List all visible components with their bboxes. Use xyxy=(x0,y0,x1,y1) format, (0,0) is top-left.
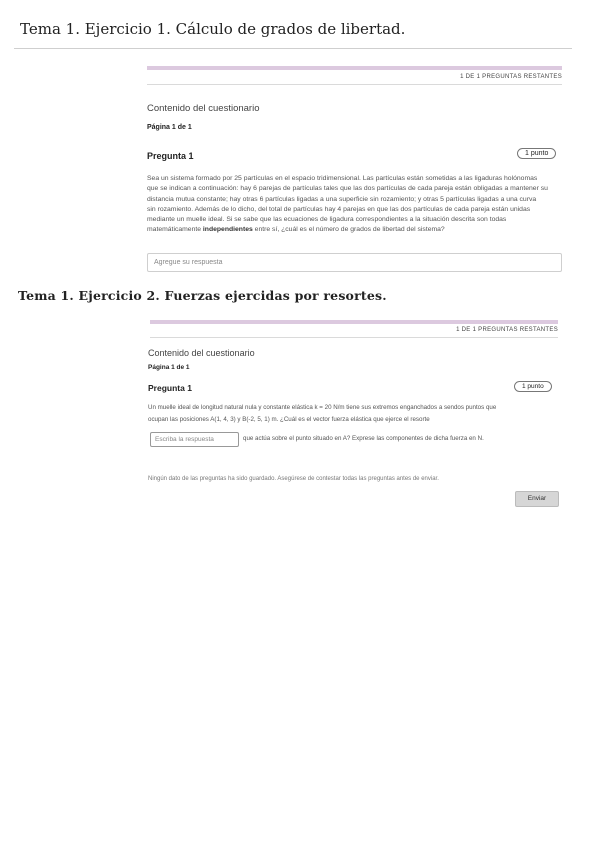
answer-suffix-text: que actúa sobre el punto situado en A? Exprese las componentes de dicha fuerza en N. xyxy=(243,435,484,442)
question-line: matemáticamente independientes entre sí, ¿cuál es el número de grados de libertad del sistema? xyxy=(147,226,445,234)
remaining-questions-1: 1 DE 1 PREGUNTAS RESTANTES xyxy=(460,74,562,80)
answer-input-1[interactable] xyxy=(147,253,562,272)
answer-placeholder-1: Agregue su respuesta xyxy=(154,259,223,266)
divider-2 xyxy=(150,337,558,338)
question-text-2 xyxy=(148,402,560,426)
submit-button[interactable]: Enviar xyxy=(515,491,559,507)
question-line: mediante un muelle ideal. Si se sabe que las ecuaciones de ligadura correspondientes a la situación descrita son todas xyxy=(147,216,507,224)
divider-1 xyxy=(147,84,562,85)
page-indicator-2: Página 1 de 1 xyxy=(148,364,190,371)
question-label-2: Pregunta 1 xyxy=(148,383,192,393)
question-line: distancia mutua constante; hay otras 6 partículas ligadas a una superficie sin rozamiento; y otras 5 partículas ligadas a una curva xyxy=(147,195,537,203)
footer-note: Ningún dato de las preguntas ha sido guardado. Asegúrese de contestar todas las preguntas antes de enviar. xyxy=(148,476,439,482)
answer-placeholder-2: Escriba la respuesta xyxy=(155,436,214,443)
question-line: que se indican a continuación: hay 6 parejas de partículas tales que las dos partículas de cada pareja están obligadas a mantener su xyxy=(147,185,548,193)
quiz-content-heading-1: Contenido del cuestionario xyxy=(147,103,260,114)
points-badge-1: 1 punto xyxy=(517,148,556,159)
question-line: Sea un sistema formado por 25 partículas en el espacio tridimensional. Las partículas están sometidas a las ligaduras holónomas xyxy=(147,175,538,182)
question-line: ocupan las posiciones A(1, 4, 3) y B(-2, 5, 1) m. ¿Cuál es el vector fuerza elástica que ejerce el resorte xyxy=(148,416,430,423)
progress-bar-1 xyxy=(147,66,562,70)
question-text-1 xyxy=(147,174,567,236)
page-title-1: Tema 1. Ejercicio 1. Cálculo de grados de libertad. xyxy=(20,20,406,38)
page-indicator-1: Página 1 de 1 xyxy=(147,124,192,131)
points-badge-2: 1 punto xyxy=(514,381,552,392)
title-divider xyxy=(14,48,572,49)
page-title-2: Tema 1. Ejercicio 2. Fuerzas ejercidas por resortes. xyxy=(18,288,387,303)
question-line: sin rozamiento. Además de lo dicho, del total de partículas hay 4 parejas en que las dos partículas de cada pareja están unidas xyxy=(147,205,531,213)
remaining-questions-2: 1 DE 1 PREGUNTAS RESTANTES xyxy=(456,327,558,333)
answer-input-2[interactable] xyxy=(150,432,239,447)
question-line: Un muelle ideal de longitud natural nula y constante elástica k = 20 N/m tiene sus extremos enganchados a sendos puntos que xyxy=(148,404,497,411)
question-label-1: Pregunta 1 xyxy=(147,151,194,161)
progress-bar-2 xyxy=(150,320,558,324)
quiz-content-heading-2: Contenido del cuestionario xyxy=(148,348,255,358)
emphasis-independientes: independientes xyxy=(202,226,253,234)
